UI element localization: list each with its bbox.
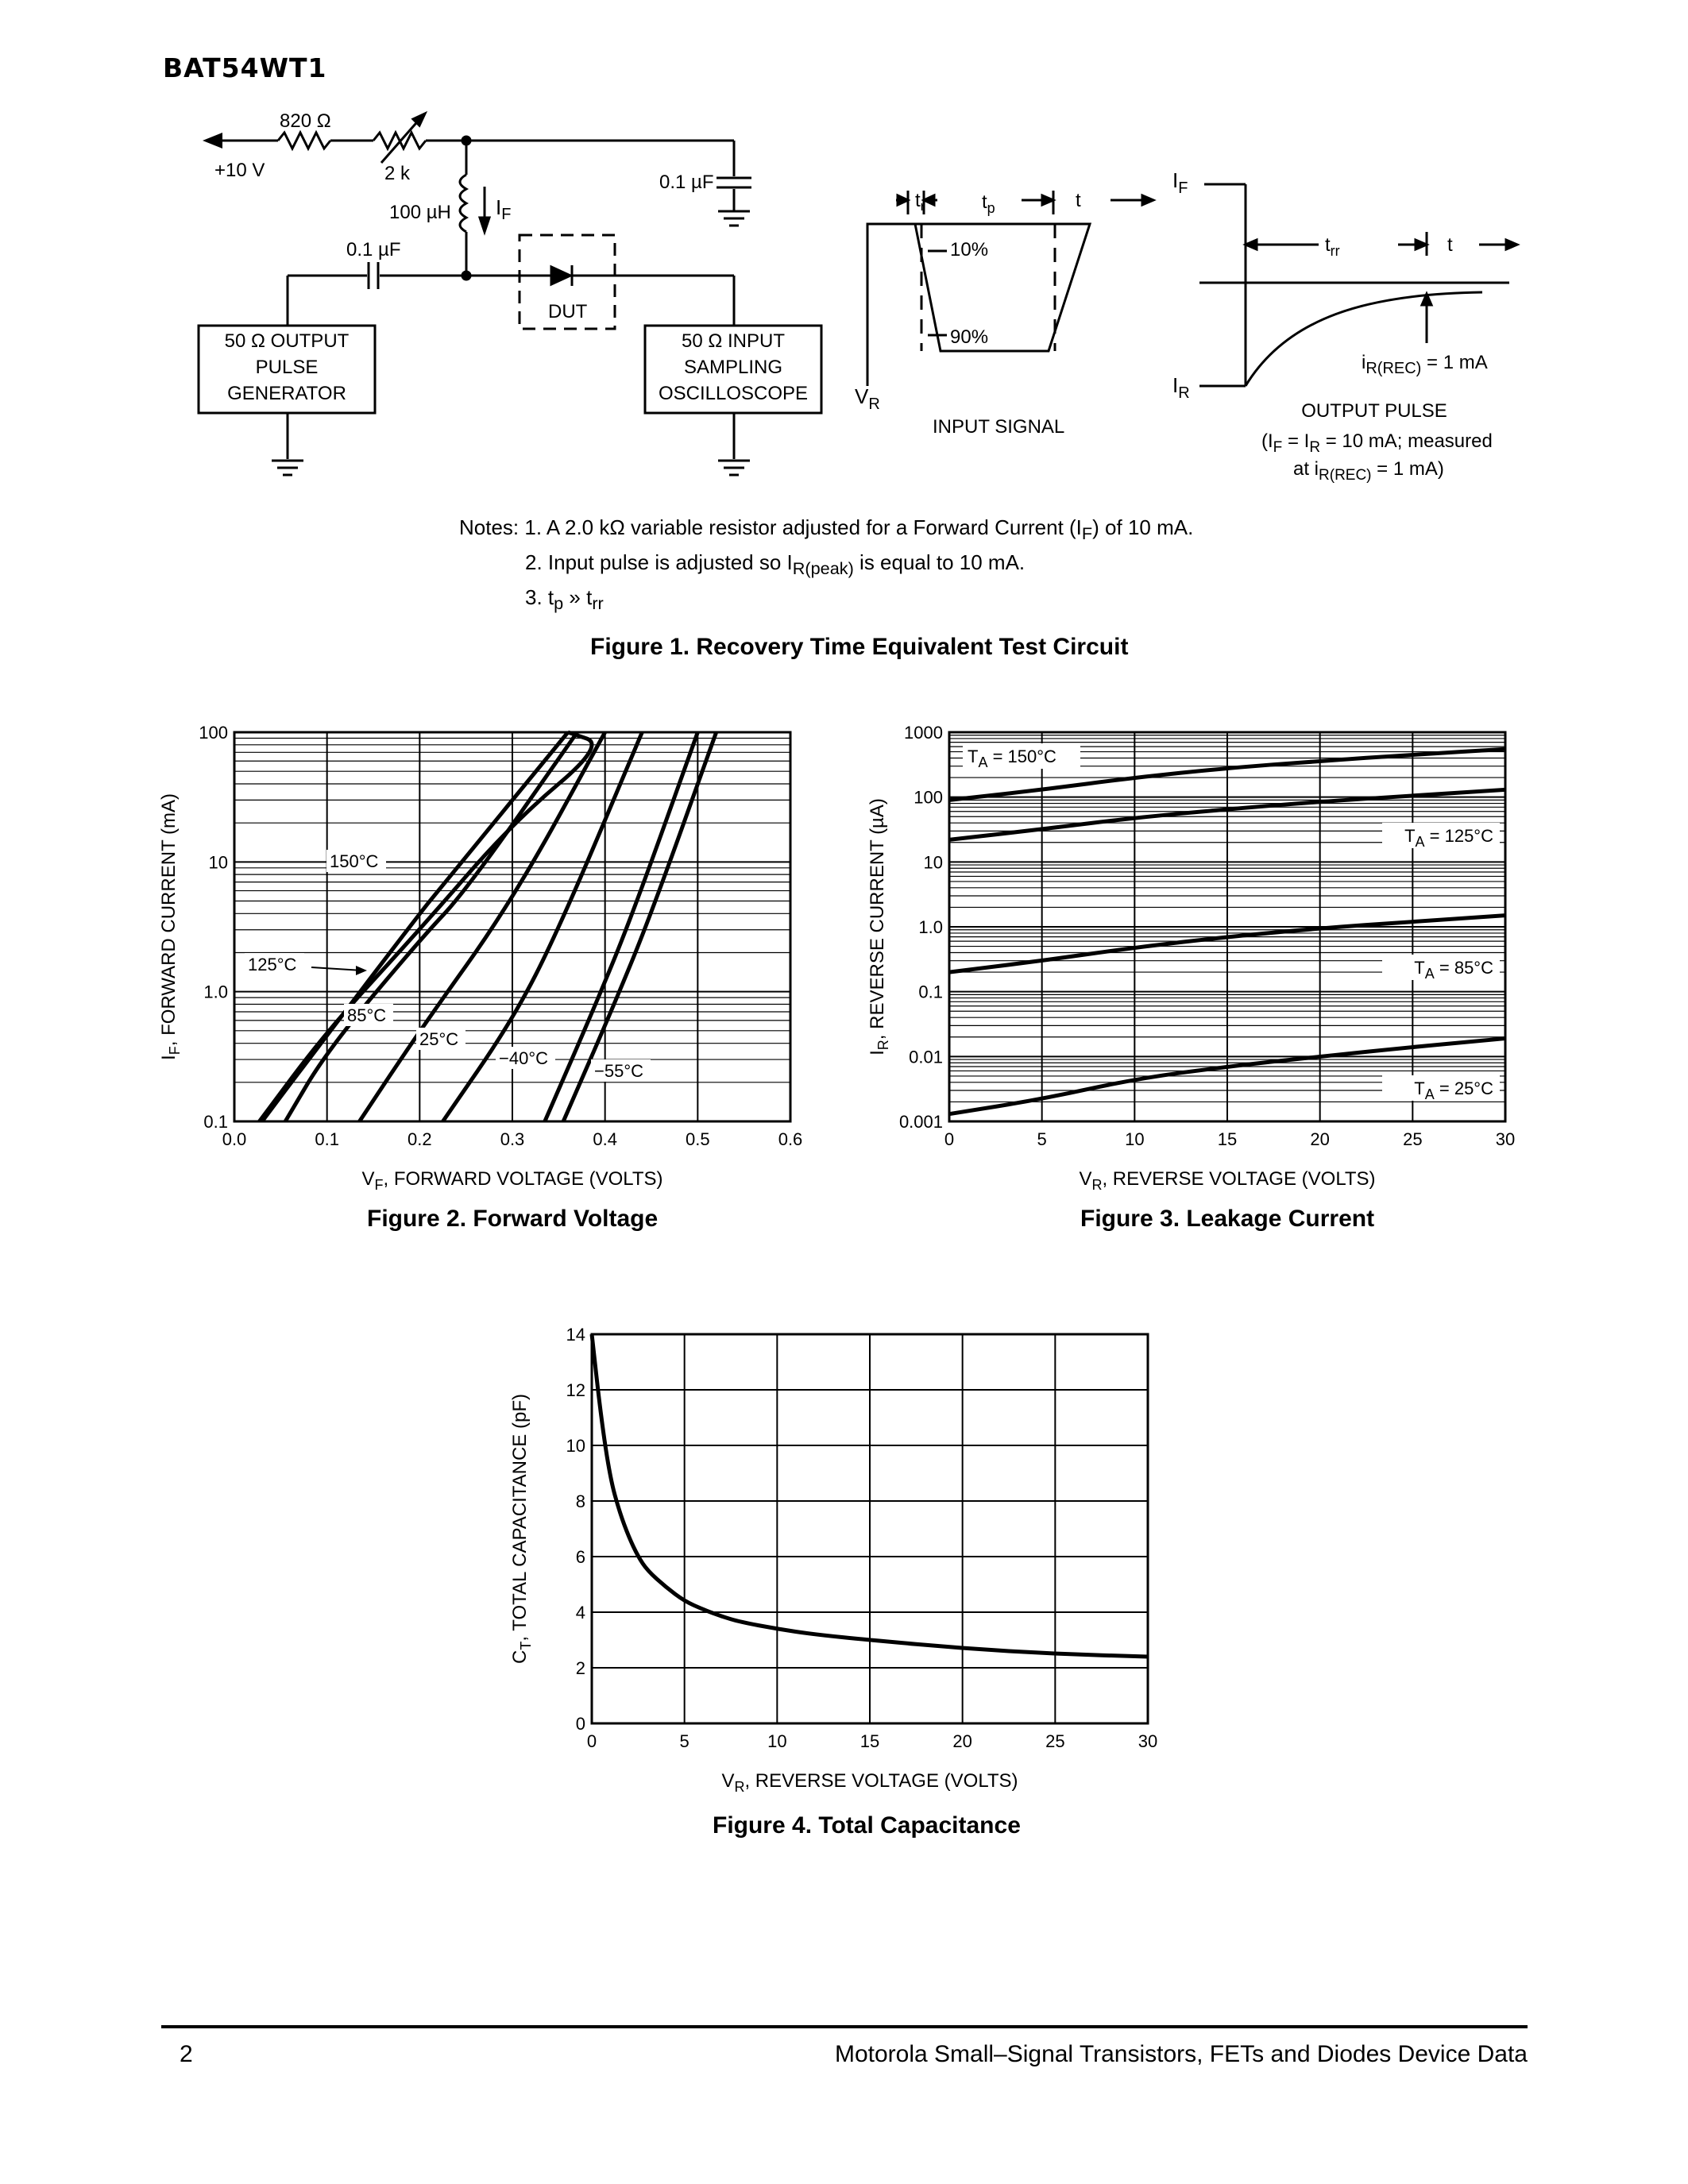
y-tick-label: 0.01 [909, 1047, 943, 1067]
x-tick-label: 5 [679, 1731, 689, 1751]
figure1-notes [459, 513, 1193, 619]
scope-line-1: 50 Ω INPUT [682, 330, 785, 352]
irrec-label: $i_{R(REC)} = 1$ mA [1362, 352, 1488, 377]
output-cond-1: ($I_F = I_R = 10$ mA; measured [1261, 430, 1493, 456]
figure3-caption: Figure 3. Leakage Current [1080, 1206, 1375, 1232]
x-tick-label: 0.4 [593, 1129, 617, 1149]
x-tick-label: 0.6 [778, 1129, 803, 1149]
x-tick-label: 0.1 [315, 1129, 339, 1149]
x-tick-label: 25 [1403, 1129, 1423, 1149]
series-label: 125°C [248, 955, 297, 974]
label-arrow-head [356, 966, 367, 975]
tp-label: $t_p$ [982, 191, 995, 216]
x-tick-label: 0.0 [222, 1129, 247, 1149]
x-tick-label: 30 [1495, 1129, 1516, 1149]
cap-top-label: 0.1 µF [659, 172, 714, 193]
series-label: 150°C [330, 851, 379, 871]
scope-line-2: SAMPLING [683, 357, 783, 378]
out-if-label: $I_F$ [1172, 168, 1188, 197]
y-tick-label: 0 [575, 1714, 585, 1734]
y-tick-label: 10 [208, 852, 228, 873]
gen-line-3: GENERATOR [227, 383, 346, 404]
gen-line-1: 50 Ω OUTPUT [224, 330, 350, 352]
figure4-caption: Figure 4. Total Capacitance [713, 1812, 1021, 1839]
page-number: 2 [180, 2041, 193, 2067]
x-tick-label: 20 [952, 1731, 972, 1751]
note-1: Notes: 1. A 2.0 kΩ variable resistor adjusted for a Forward Current $(I_F)$ of 10 mA. [459, 515, 1194, 544]
y-tick-label: 1.0 [203, 982, 228, 1002]
series-label: 25°C [419, 1029, 459, 1049]
series-label: $T_A = 150^\circ C$ [968, 747, 1056, 770]
y-tick-label: 0.1 [203, 1112, 228, 1132]
series-label: $T_A = 25^\circ C$ [1414, 1078, 1493, 1102]
series-label: $T_A = 85^\circ C$ [1414, 958, 1493, 982]
y-tick-label: 1.0 [918, 917, 943, 937]
scope-line-3: OSCILLOSCOPE [658, 383, 809, 404]
y-tick-label: 1000 [904, 723, 943, 743]
vr-label: $V_R$ [855, 384, 880, 413]
y-axis-label: $I_R$, REVERSE CURRENT (µA) [867, 798, 891, 1055]
input-signal-label: INPUT SIGNAL [933, 416, 1065, 438]
y-tick-label: 8 [575, 1491, 585, 1511]
if-label: $I_F$ [496, 195, 512, 223]
out-ir-label: $I_R$ [1172, 373, 1190, 402]
y-axis-label: $I_F$, FORWARD CURRENT (mA) [158, 793, 183, 1060]
input-t-label: t [1076, 190, 1081, 211]
output-t-label: t [1447, 234, 1453, 256]
x-axis-label: $V_R$, REVERSE VOLTAGE (VOLTS) [1079, 1168, 1376, 1191]
x-axis-label: $V_F$, FORWARD VOLTAGE (VOLTS) [361, 1168, 663, 1193]
x-tick-label: 0 [586, 1731, 597, 1751]
y-tick-label: 100 [199, 723, 228, 743]
x-tick-label: 10 [767, 1731, 787, 1751]
series-label: −40°C [499, 1048, 549, 1068]
y-tick-label: 10 [923, 852, 943, 873]
y-tick-label: 2 [575, 1658, 585, 1678]
figure2-caption: Figure 2. Forward Voltage [367, 1206, 659, 1232]
gen-line-2: PULSE [255, 357, 319, 378]
figure1-caption: Figure 1. Recovery Time Equivalent Test Circuit [590, 634, 1129, 660]
y-tick-label: 10 [566, 1436, 585, 1456]
x-tick-label: 30 [1138, 1731, 1158, 1751]
y-tick-label: 4 [575, 1603, 585, 1623]
inductor-label: 100 µH [389, 202, 451, 223]
capacitance-chart [492, 1317, 1192, 1809]
footer-rule [161, 2025, 1528, 2028]
ninety-percent-label: 90% [950, 326, 989, 348]
note-3: 3. $t_p$ » $t_{rr}$ [525, 585, 604, 614]
x-tick-label: 15 [859, 1731, 880, 1751]
supply-label: +10 V [214, 160, 265, 181]
x-tick-label: 0 [944, 1129, 955, 1149]
output-pulse-label: OUTPUT PULSE [1301, 400, 1447, 422]
note-2: 2. Input pulse is adjusted so $I_{R(peak)}$ is equal to 10 mA. [525, 550, 1026, 579]
ten-percent-label: 10% [950, 239, 989, 260]
leakage-current-chart [866, 715, 1533, 1191]
trr-label: $t_{rr}$ [1325, 234, 1340, 259]
y-tick-label: 12 [566, 1380, 585, 1400]
tr-label: $t_r$ [915, 190, 925, 214]
y-tick-label: 0.001 [898, 1112, 943, 1132]
x-tick-label: 25 [1045, 1731, 1065, 1751]
series-label: $T_A = 125^\circ C$ [1404, 826, 1493, 850]
x-tick-label: 5 [1037, 1129, 1047, 1149]
output-cond-2: at $i_{R(REC)} = 1$ mA) [1293, 458, 1444, 484]
pot-label: 2 k [384, 163, 411, 184]
y-axis-label: $C_T$, TOTAL CAPACITANCE (pF) [509, 1394, 534, 1664]
y-tick-label: 6 [575, 1547, 585, 1567]
part-number-header: BAT54WT1 [163, 52, 327, 83]
footer-title: Motorola Small–Signal Transistors, FETs and Diodes Device Data [834, 2041, 1528, 2067]
x-tick-label: 20 [1310, 1129, 1330, 1149]
x-tick-label: 0.5 [686, 1129, 710, 1149]
y-tick-label: 0.1 [918, 982, 943, 1002]
y-tick-label: 14 [566, 1325, 585, 1345]
cap-left-label: 0.1 µF [346, 239, 401, 260]
x-tick-label: 15 [1217, 1129, 1238, 1149]
dut-label: DUT [548, 301, 588, 322]
series-label: 85°C [347, 1005, 387, 1025]
x-tick-label: 0.3 [500, 1129, 525, 1149]
resistor-label: 820 Ω [280, 110, 331, 132]
series-label: −55°C [594, 1061, 644, 1081]
x-tick-label: 10 [1125, 1129, 1145, 1149]
x-tick-label: 0.2 [408, 1129, 432, 1149]
y-tick-label: 100 [914, 787, 943, 808]
label-arrow-125 [311, 967, 362, 970]
x-axis-label: $V_R$, REVERSE VOLTAGE (VOLTS) [721, 1770, 1018, 1795]
forward-voltage-chart [143, 715, 834, 1207]
